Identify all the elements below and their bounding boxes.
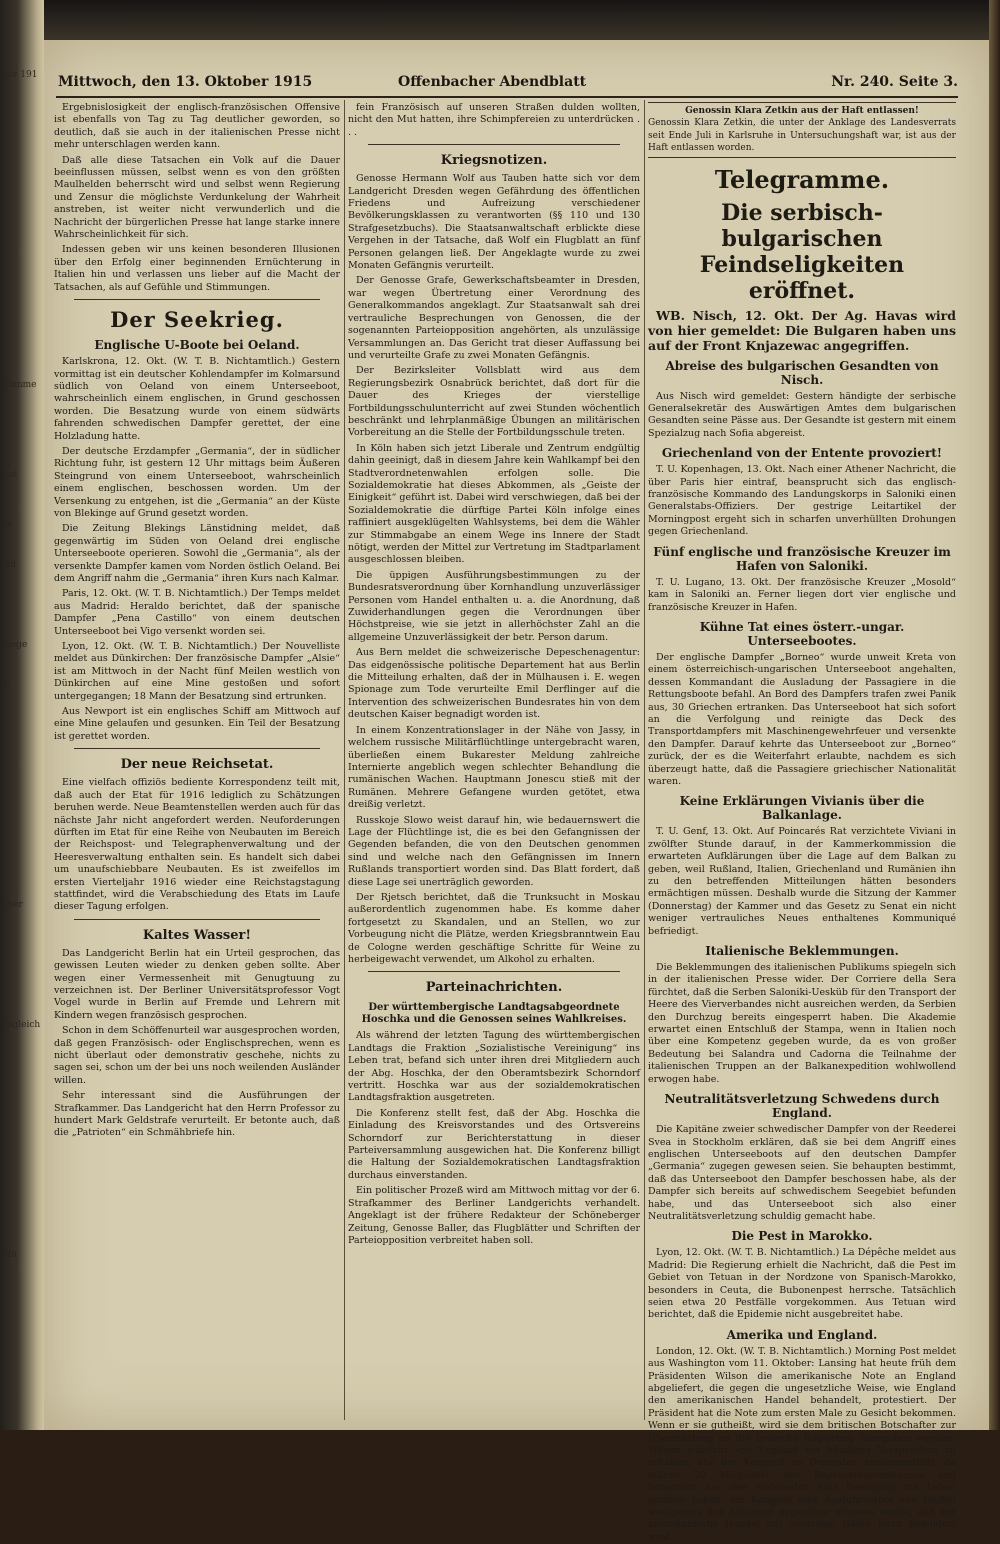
article-paragraph: London, 12. Okt. (W. T. B. Nichtamtlich.) Morning Post meldet aus Washington vom 11. Oktober: Lansing hat heute früh dem Präsidenten Wilson die amerikanische Note an England abgeliefert, die gegen die ungesetzliche Weise, wie England den amerikanischen Handel behandelt, protestiert. Der Präsident hat die Note zum ersten Male zu Gesicht bekommen. Wenn er sie gutheißt, wird sie dem britischen Botschafter zur Übermittlung an die britische Regierung übergeben werden. Wilson wünscht von England ein bündiges Versprechen zu erhalten, ehe der Kongreß im Dezember zusammentritt, da etliche 20 Mitglieder des Repräsentantenhauses und Senatoren aus den Südstaaten eine Bewegung ins Leben gerufen haben, um Kongreß eine Ausfuhrverbot von Waffen wenigstens den Alliierten gegenüber erlassen werde, daß der amerikanische Handel mit neutralen Häfen nicht behindert wird. [648,1345,956,1543]
headline-kriegsnotizen: Kriegsnotizen. [440,153,548,169]
article-paragraph: In Köln haben sich jetzt Liberale und Zentrum endgültig dahin geeinigt, daß in diesem Jahre kein Wahlkampf bei den Stadtverordnetenwahlen erfolgen solle. Die Sozialdemokratie hat dieses Abkommen, als „Geiste der Einigkeit“ geführt ist. Dabei wird verschwiegen, daß bei der Sozialdemokratie die dürftige Partei Köln infolge eines raffiniert ausgeklügelten Wahlsystems, bei dem die Wähler zur Stimmabgabe an einem Wege ins Innere der Stadt nötigt, werden der Mittel zur Vertretung im Stadtparlament ausgeschlossen bleiben. [348,442,640,566]
column-1 [54,102,340,1432]
column-2 [348,102,640,1432]
subhead-griechenland: Griechenland von der Entente provoziert! [661,446,943,461]
article-paragraph: Aus Nisch wird gemeldet: Gestern händigte der serbische Generalsekretär des Auswärtigen Amtes dem bulgarischen Gesandten seine Pässe aus. Der Gesandte ist gestern mit einem Spezialzug nach Sofia abgereist. [648,390,956,439]
subhead-uboote: Englische U-Boote bei Oeland. [94,338,300,353]
subhead-kreuzer: Fünf englische und französische Kreuzer im Hafen von Saloniki. [653,544,951,573]
article-paragraph: Die Kapitäne zweier schwedischer Dampfer von der Reederei Svea in Stockholm erklären, daß sie bei dem Angriff eines englischen Unterseeboots auf den deutschen Dampfer „Germania“ zugegen gewesen seien. Sie behaupten bestimmt, daß das Unterseeboot den Dampfer beschossen habe, als der Dampfer sich bereits auf schwedischem Seegebiet befunden habe, und das Unterseeboot sich also einer Neutralitätsverletzung schuldig gemacht habe. [648,1124,956,1222]
subhead-abreise: Abreise des bulgarischen Gesandten von Nisch. [665,358,939,387]
article-paragraph: T. U. Genf, 13. Okt. Auf Poincarés Rat verzichtete Viviani in zwölfter Stunde darauf, in der Kammerkommission die erwarteten Aufklärungen über die Lage auf dem Balkan zu geben, weil Rußland, Italien, Griechenland und Rumänien ihn zu den betreffenden Mitteilungen hätten besonders ermächtigen müssen. Deshalb wurde die Sitzung der Kammer (Donnerstag) der Kammer und das Gesetz zu Senat ein nicht weniger vertrauliches Neues enthaltenes Kommuniqué befriedigt. [648,826,956,937]
article-paragraph: fein Französisch auf unseren Straßen dulden wollten, nicht den Mut hatten, ihre Schimpfereien zu unterdrücken . . . [348,102,640,138]
binding-fragment: Kamme [2,380,37,390]
section-rule [74,299,320,300]
column-divider [344,100,345,1420]
binding-fragment: Lat [2,470,17,480]
article-paragraph: Das Landgericht Berlin hat ein Urteil gesprochen, das gewissen Leuten wieder zu denken geben sollte. Aber wegen einer Vermessenheit mit Genugtuung zu verzeichnen ist. Der Berliner Universitätsprofessor Vogt Vogel wurde in Berlin auf Fremde und Lehrern mit Kindern wegen französisch gesprochen. [54,947,340,1021]
header-paper-title: Offenbacher Abendblatt [398,74,587,90]
headline-seekrieg: Der Seekrieg. [110,307,284,333]
headline-serbisch-bulgarisch: Die serbisch-bulgarischen Feindseligkeiten eröffnet. [699,199,905,304]
subhead-neutralitaet: Neutralitätsverletzung Schwedens durch England. [664,1092,940,1121]
binding-fragment: ber 191 [2,70,38,80]
article-paragraph: Die Beklemmungen des italienischen Publikums spiegeln sich in der italienischen Presse wider. Der Corriere della Sera fürchtet, daß die Serben Saloniki-Uesküb für den Transport der Heere des Vierverbandes nicht ausreichen werden, da Serbien den Durchzug bereits eingesperrt haben. Die Akademie erwartet einen Entschluß der Stampa, wenn in Italien noch über eine Kompetenz gegeben wurde, da es von großer Bedeutung bei Salandra und Cadorna die Teilnahme der italienischen Truppen an der Balkanexpedition wohlwollend erwogen habe. [648,962,956,1085]
binding-fragment: zugleich [2,1020,41,1030]
article-paragraph: Russkoje Slowo weist darauf hin, wie bedauernswert die Lage der Flüchtlinge ist, die es bei den Gefangnissen der Gegenden befanden, die von den Deutschen genommen sind und welche nach den Gefängnissen im Innern Rußlands transportiert worden sind. Das Blatt fordert, daß diese Lage sei unerträglich geworden. [348,814,640,888]
article-paragraph: Der englische Dampfer „Borneo“ wurde unweit Kreta von einem österreichisch-ungarischen Unterseeboot angehalten, dessen Kommandant die Ausladung der Passagiere in die Rettungsboote befahl. An Bord des Dampfers trafen zwei Panik aus, 30 Griechen ertranken. Das Unterseeboot hat sich sofort an die Verfolgung und reinigte das Deck des Transportdampfers mit Maschinengewehrfeuer und versenkte den Dampfer. Darauf kehrte das Unterseeboot zur „Borneo“ zurück, der es die Weiterfahrt erlaubte, nachdem es sich überzeugt hatte, daß die Passagiere griechischer Nationalität waren. [648,651,956,787]
binding-fragment: Liege [2,640,28,650]
binding-fragment: Mü [2,1250,18,1260]
article-paragraph: Genosse Hermann Wolf aus Tauben hatte sich vor dem Landgericht Dresden wegen Gefährdung des öffentlichen Friedens und Aufreizung verschiedener Bevölkerungsklassen zu verantworten (§§ 110 und 130 Strafgesetzbuchs). Die Staatsanwaltschaft erblickte diese Vergehen in der Tatsache, daß Wolf ein Flugblatt an fünf Personen gelangen ließ. Der Angeklagte wurde zu zwei Monaten Gefängnis verurteilt. [348,173,640,272]
section-rule [368,971,620,972]
article-paragraph: Der Bezirksleiter Vollsblatt wird aus dem Regierungsbezirk Osnabrück berichtet, daß dort für die Dauer des Krieges der vierstellige Fortbildungsschulunterricht auf zwei Stunden wöchentlich beschränkt und lehrplanmäßige Übungen an militärischen Vorbereitung an die Stelle der Fortbildungsschule treten. [348,365,640,439]
headline-reichsetat: Der neue Reichsetat. [120,757,274,773]
article-paragraph: Indessen geben wir uns keinen besonderen Illusionen über den Erfolg einer beginnenden Ernüchterung in Italien hin und verlassen uns lieber auf die Macht der Tatsachen, als auf Gefühle und Stimmungen. [54,244,340,293]
header-date: Mittwoch, den 13. Oktober 1915 [58,74,313,90]
column-divider [644,100,645,1420]
notice-text: Genossin Klara Zetkin, die unter der Anklage des Landesverrats seit Ende Juli in Karlsruhe in Untersuchungshaft war, ist aus der Haft entlassen worden. [648,118,956,154]
binding-fragment: ober [2,900,23,910]
article-paragraph: Lyon, 12. Okt. (W. T. B. Nichtamtlich.) La Dépêche meldet aus Madrid: Die Regierung erhielt die Nachricht, daß die Pest im Gebiet von Tetuan in der Nordzone von Spanisch-Marokko, besonders in Ceuta, die Bubonenpest herrsche. Tatsächlich seien etwa 20 Pestfälle vorgekommen. Aus Tetuan wird berichtet, daß die Epidemie nicht ausgebreitet habe. [648,1247,956,1321]
article-paragraph: Karlskrona, 12. Okt. (W. T. B. Nichtamtlich.) Gestern vormittag ist ein deutscher Kohlendampfer im Kolmarsund südlich von Oeland von einem Unterseeboot, wahrscheinlich einem englischen, in Grund geschossen worden. Die Besatzung wurde von einem südwärts fahrenden schwedischen Dampfer gerettet, der eine Holzladung hatte. [54,356,340,442]
notice-title: Genossin Klara Zetkin aus der Haft entlassen! [685,106,919,116]
header-issue: Nr. 240. Seite 3. [831,74,958,90]
article-paragraph: Ein politischer Prozeß wird am Mittwoch mittag vor der 6. Strafkammer des Berliner Landgerichts verhandelt. Angeklagt ist der frühere Redakteur der Schöneberger Zeitung, Genosse Baller, das Flugblätter und Schriften der Parteiopposition verbreitet haben soll. [348,1185,640,1246]
lead-paragraph: WB. Nisch, 12. Okt. Der Ag. Havas wird von hier gemeldet: Die Bulgaren haben uns auf der Front Knjazewac angegriffen. [648,307,956,353]
article-paragraph: Als während der letzten Tagung des württembergischen Landtags die Fraktion „Sozialistische Vereinigung“ ins Leben trat, befand sich unter ihren drei Mitgliedern auch der Abg. Hoschka, der den Oberamtsbezirk Schorndorf vertritt. Hoschka war aus der sozialdemokratischen Landtagsfraktion ausgetreten. [348,1030,640,1104]
article-paragraph: Ergebnislosigkeit der englisch-französischen Offensive ist ebenfalls von Tag zu Tag deutlicher geworden, so deutlich, daß sie auch in der italienischen Presse nicht mehr unterschlagen werden kann. [54,102,340,151]
headline-kaltes-wasser: Kaltes Wasser! [142,927,252,943]
section-rule [74,919,320,920]
page-header [58,70,958,96]
book-binding [0,0,44,1430]
column-3 [648,102,956,1543]
notice-box [648,102,956,158]
subhead-italien: Italienische Beklemmungen. [705,944,899,959]
section-rule [368,144,620,145]
subhead-pest: Die Pest in Marokko. [731,1229,873,1244]
article-paragraph: Aus Bern meldet die schweizerische Depeschenagentur: Das eidgenössische politische Departement hat aus Berlin die Mitteilung erhalten, daß der in Mülhausen i. E. wegen Spionage zum Tode verurteilte Emil Derflinger auf die Intervention des schweizerischen Bundesrates hin von dem deutschen Kaiser begnadigt worden ist. [348,647,640,721]
subhead-hoschka: Der württembergische Landtagsabgeordnete Hoschka und die Genossen seines Wahlkreises. [361,1002,627,1026]
article-paragraph: Schon in dem Schöffenurteil war ausgesprochen worden, daß gegen Französisch- oder Englischsprechen, wenn es nicht überlaut oder demonstrativ geschehe, nichts zu sagen sei, schon um der bei uns noch weilenden Ausländer willen. [54,1025,340,1086]
subhead-unterseeboot: Kühne Tat eines österr.-ungar. Unterseebootes. [699,619,905,648]
headline-telegramme: Telegramme. [714,164,890,194]
article-paragraph: Aus Newport ist ein englisches Schiff am Mittwoch auf eine Mine gelaufen und gesunken. Ein Teil der Besatzung ist gerettet worden. [54,706,340,742]
article-paragraph: Lyon, 12. Okt. (W. T. B. Nichtamtlich.) Der Nouvelliste meldet aus Dünkirchen: Der französische Dampfer „Alsie“ ist am Mittwoch in der Nacht fünf Meilen westlich von Dünkirchen auf eine Mine gestoßen und sofort untergegangen; 18 Mann der Besatzung sind ertrunken. [54,641,340,702]
binding-fragment: se [2,520,12,530]
newspaper-page [44,40,989,1543]
article-paragraph: Sehr interessant sind die Ausführungen der Strafkammer. Das Landgericht hat den Herrn Professor zu hundert Mark Geldstrafe verurteilt. Er betonte auch, daß die „Patrioten“ ein Schmähbriefe hin. [54,1090,340,1139]
article-paragraph: Die Zeitung Blekings Länstidning meldet, daß gegenwärtig im Süden von Oeland drei englische Unterseeboote operieren. Sowohl die „Germania“, als der versenkte Dampfer kamen vom Norden östlich Oeland. Bei dem Angriff nahm die „Germania“ ihren Kurs nach Kalmar. [54,523,340,584]
article-paragraph: Die Konferenz stellt fest, daß der Abg. Hoschka die Einladung des Kreisvorstandes und des Ortsvereins Schorndorf zur Berichterstattung in dieser Parteiversammlung ausgewichen hat. Die Konferenz billigt die Haltung der Sozialdemokratischen Landtagsfraktion durchaus einverstanden. [348,1107,640,1181]
subhead-amerika: Amerika und England. [726,1327,878,1342]
headline-parteinachrichten: Parteinachrichten. [425,980,563,996]
article-paragraph: Der Rjetsch berichtet, daß die Trunksucht in Moskau außerordentlich zugenommen habe. Es komme daher fortgesetzt zu Skandalen, und an Stellen, wo zur Vorbeugung nicht die Plätze, werden Kriegsbranntwein Eau de Cologne werden geschäftige Schritte für Weine zu herbeigewacht verwendet, um Alkohol zu erhalten. [348,891,640,965]
article-paragraph: Die üppigen Ausführungsbestimmungen zu der Bundesratsverordnung über Kornhandlung unzuverlässiger Personen vom Handel enthalten u. a. die Anordnung, daß Zuwiderhandlungen gegen die Verordnungen über Höchstpreise, wie sie jetzt in allerhöchster Zahl an die allgemeine Unzuverlässigkeit der betr. Person darum. [348,569,640,643]
article-paragraph: Daß alle diese Tatsachen ein Volk auf die Dauer beeinflussen müssen, selbst wenn es von den größten Maulhelden beherrscht wird und selbst wenn Regierung und Zensur die möglichste Verdunkelung der Wahrheit anstreben, ist weiter nicht verwunderlich und die Nachricht der bürgerlichen Presse hat lange starke innere Wahrscheinlichkeit für sich. [54,154,340,241]
article-paragraph: Paris, 12. Okt. (W. T. B. Nichtamtlich.) Der Temps meldet aus Madrid: Heraldo berichtet, daß der spanische Dampfer „Pena Castillo“ von einem deutschen Unterseeboot bei Vigo versenkt worden sei. [54,588,340,637]
header-rule [56,96,958,98]
article-paragraph: Der deutsche Erzdampfer „Germania“, der in südlicher Richtung fuhr, ist gestern 12 Uhr mittags beim Äußeren Steingrund von einem Unterseeboot, wahrscheinlich einem englischen, beschossen worden. Um der Versenkung zu entgehen, ist die „Germania“ an der Küste von Blekinge auf Grund gesetzt worden. [54,445,340,519]
article-paragraph: In einem Konzentrationslager in der Nähe von Jassy, in welchem russische Militärflüchtlinge untergebracht waren, überließen einem Bukarester Meldung zahlreiche Internierte angeblich wegen schlechter Behandlung die rumänischen Wachen. Hauptmann Jonescu stieß mit der Rumänen. Mehrere Gefangene wurden getötet, etwa dreißig verletzt. [348,724,640,811]
page-top-shadow [44,0,989,40]
article-paragraph: Eine vielfach offiziös bediente Korrespondenz teilt mit, daß auch der Etat für 1916 lediglich zu Schätzungen beruhen werde. Neue Beamtenstellen werden auch für das nächste Jahr nicht angefordert werden. Neuforderungen dürften im Etat für eine Reihe von Neubauten im Bereich der Reichspost- und Telegraphenverwaltung und der Heeresverwaltung enthalten sein. Es handelt sich dabei um unaufschiebbare Neubauten. Es ist zweifellos im ersten Vierteljahr 1916 wieder eine Reichstagstagung stattfindet, wird die Verabschiedung des Etats im Laufe dieser Tagung erfolgen. [54,777,340,913]
article-paragraph: Der Genosse Grafe, Gewerkschaftsbeamter in Dresden, war wegen Übertretung einer Verordnung des Generalkommandos angeklagt. Zur Staatsanwalt sah drei vertrauliche Besprechungen von Genossen, die der sogenannten Parteiopposition angehörten, als unzulässige Versammlungen an. Das Gericht trat dieser Auffassung bei und verurteilte Grafe zu zwei Monaten Gefängnis. [348,275,640,361]
subhead-viviani: Keine Erklärungen Vivianis über die Balkanlage. [679,794,925,823]
page-right-edge [989,0,1000,1430]
binding-fragment: e: [2,680,11,690]
binding-fragment: Pol [2,560,16,570]
section-rule [74,748,320,749]
article-paragraph: T. U. Lugano, 13. Okt. Der französische Kreuzer „Mosold“ kam in Saloniki an. Ferner liegen dort vier englische und französische Kreuzer in Hafen. [648,576,956,613]
article-paragraph: T. U. Kopenhagen, 13. Okt. Nach einer Athener Nachricht, die über Paris hier eintraf, beansprucht sich das englisch-französische Kommando des Landungskorps in Saloniki einen Generalstabs-Offiziers. Der gestrige Leitartikel der Morningpost ergeht sich in scharfen unverhüllten Drohungen gegen Griechenland. [648,464,956,538]
